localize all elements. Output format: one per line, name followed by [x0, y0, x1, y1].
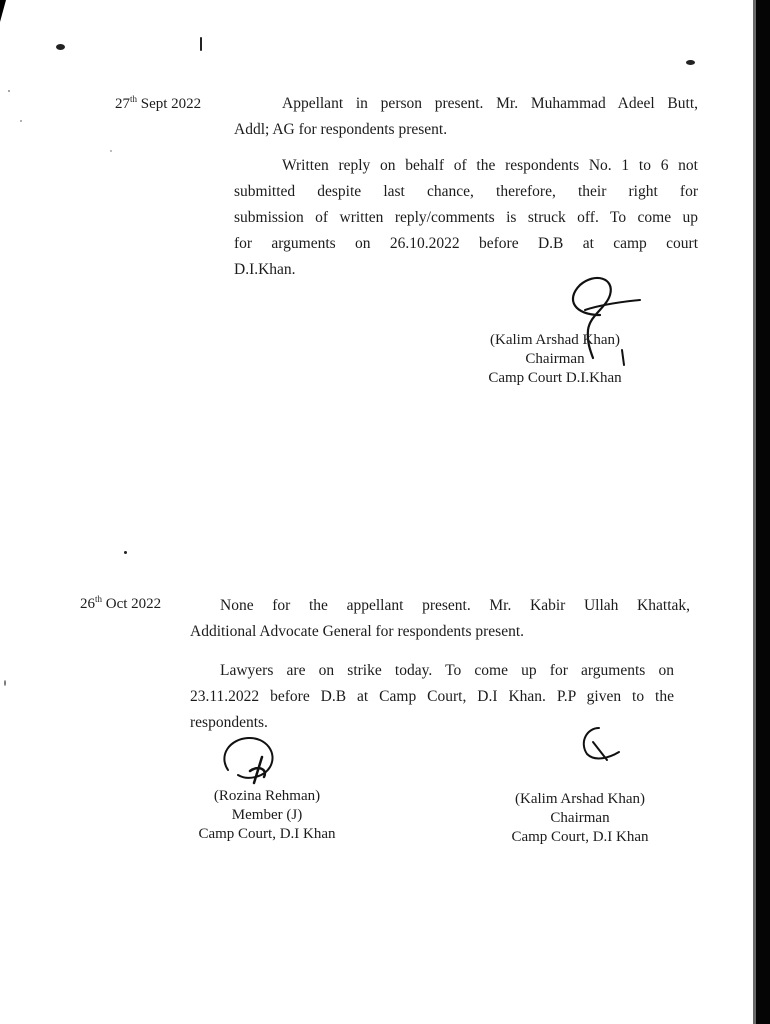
entry-date: 26th Oct 2022	[80, 594, 162, 612]
paragraph-line: Lawyers are on strike today. To come up for arguments on	[220, 662, 674, 679]
attendance-paragraph	[190, 593, 690, 645]
paragraph-line: Appellant in person present. Mr. Muhammad Adeel Butt,	[282, 95, 698, 112]
signatory-office: Camp Court, D.I Khan	[511, 829, 649, 845]
signatory-designation: Member (J)	[231, 807, 303, 823]
paragraph-line: None for the appellant present. Mr. Kabir Ullah Khattak,	[220, 597, 690, 614]
signature-block-member	[182, 787, 352, 844]
signatory-name: (Rozina Rehman)	[213, 788, 321, 804]
paragraph-line: Addl; AG for respondents present.	[234, 121, 448, 138]
scan-speck	[56, 44, 65, 50]
scan-corner-mark	[0, 0, 6, 22]
scan-speck	[110, 150, 112, 152]
paragraph-line: respondents.	[190, 714, 268, 731]
signatory-office: Camp Court D.I.Khan	[488, 370, 622, 386]
chairman-signature	[575, 722, 625, 767]
paragraph-line: submitted despite last chance, therefore, their right for	[234, 183, 698, 200]
signatory-office: Camp Court, D.I Khan	[198, 826, 336, 842]
scan-speck	[200, 37, 202, 51]
signature-block-chairman	[490, 790, 670, 847]
paragraph-line: submission of written reply/comments is struck off. To come up	[234, 209, 698, 226]
signatory-designation: Chairman	[525, 351, 585, 367]
scan-speck	[20, 120, 22, 122]
signatory-name: (Kalim Arshad Khan)	[515, 791, 645, 807]
paragraph-line: D.I.Khan.	[234, 261, 296, 278]
signatory-name: (Kalim Arshad Khan)	[490, 332, 620, 348]
entry-date: 27th Sept 2022	[115, 94, 202, 112]
paragraph-line: Written reply on behalf of the respondents No. 1 to 6 not	[282, 157, 698, 174]
attendance-paragraph	[234, 91, 698, 143]
scan-speck	[8, 90, 10, 92]
paragraph-line: Additional Advocate General for respondents present.	[190, 623, 525, 640]
order-paragraph	[234, 153, 698, 283]
signature-block-chairman	[470, 331, 640, 388]
signatory-designation: Chairman	[550, 810, 610, 826]
paragraph-line: 23.11.2022 before D.B at Camp Court, D.I Khan. P.P given to the	[190, 688, 674, 705]
member-signature	[218, 735, 288, 790]
paragraph-line: for arguments on 26.10.2022 before D.B at camp court	[234, 235, 698, 252]
scan-edge-shadow	[756, 0, 770, 1024]
scan-speck	[124, 551, 127, 554]
scan-edge-line	[753, 0, 756, 1024]
scan-speck	[686, 60, 695, 65]
scan-speck	[4, 680, 6, 686]
